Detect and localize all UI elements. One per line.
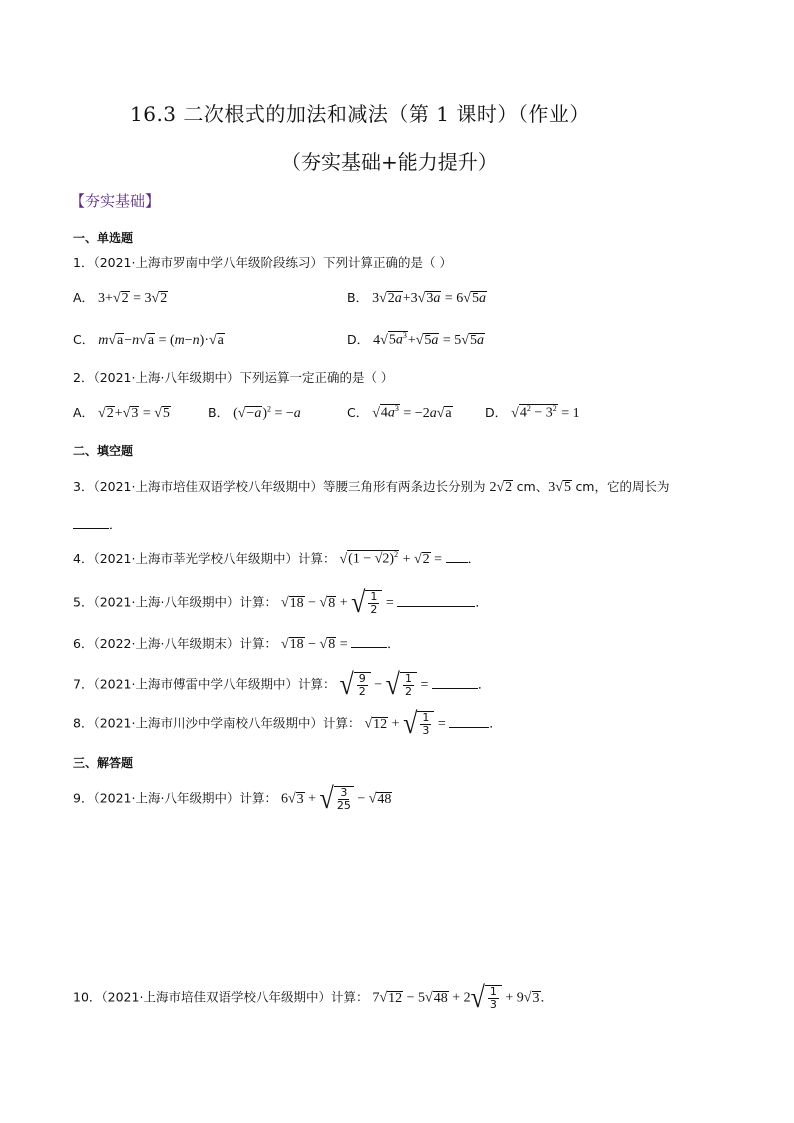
option-label: D． [485, 405, 508, 420]
question-4: 4．（2021·上海市莘光学校八年级期中）计算： $√(1 - √2)^2 + √2$ = ． [73, 550, 481, 567]
q1-option-b: B． 3√2a+3√3a = 6√5a [347, 290, 486, 306]
q4-answer-blank[interactable] [446, 562, 468, 563]
q2-option-a: A． √2+√3 = √5 [73, 405, 170, 421]
q8-text: 8．（2021·上海市川沙中学南校八年级期中）计算： [73, 715, 361, 731]
q7-text: 7．（2021·上海市傅雷中学八年级期中）计算： [73, 676, 336, 692]
q10-text: 10．（2021·上海市培佳双语学校八年级期中）计算： [73, 989, 369, 1005]
q3-tail: ，它的周长为 [594, 479, 670, 494]
unit: cm [516, 479, 536, 494]
option-label: D． [347, 332, 370, 347]
q2-option-c: C． $√4a^3 = -2a√a$ [347, 404, 452, 421]
heading-solve: 三、解答题 [73, 756, 134, 770]
q2-option-b: B． $(√-a)^2 = -a$ [208, 404, 301, 421]
q6-answer-blank[interactable] [351, 647, 387, 648]
heading-single-choice: 一、单选题 [73, 231, 134, 245]
question-10: 10．（2021·上海市培佳双语学校八年级期中）计算： 7√12 − 5√48 + 2 √ $\frac{1}{3}$ + 9√3． [73, 980, 554, 1015]
option-label: A． [73, 405, 95, 420]
question-9: 9．（2021·上海·八年级期中）计算： 6√3 + √ $\frac{3}{25}$ − √48 [73, 781, 392, 816]
option-label: C． [73, 332, 95, 347]
question-3: 3．（2021·上海市培佳双语学校八年级期中）等腰三角形有两条边长分别为 2√2 cm、3√5 cm，它的周长为 [73, 479, 670, 495]
heading-fill-blank: 二、填空题 [73, 444, 134, 458]
option-label: B． [347, 290, 369, 305]
option-label: C． [347, 405, 369, 420]
q1-option-d: D． $4√5a^3+√5a = 5√5a$ [347, 331, 484, 348]
q3-answer-blank[interactable]: ． [73, 515, 122, 533]
document-subtitle: （夯实基础+能力提升） [281, 150, 498, 174]
option-label: A． [73, 290, 95, 305]
unit: cm [575, 479, 595, 494]
question-6: 6．（2022·上海·八年级期末）计算： √18 − √8 = ． [73, 636, 400, 652]
q1-option-a: A． 3+√2 = 3√2 [73, 290, 168, 306]
comma: 、 [535, 479, 549, 494]
q9-text: 9．（2021·上海·八年级期中）计算： [73, 790, 277, 806]
q3-text: 3．（2021·上海市培佳双语学校八年级期中）等腰三角形有两条边长分别为 [73, 479, 486, 494]
document-title: 16.3 二次根式的加法和减法（第 1 课时）（作业） [130, 102, 590, 126]
q1-option-c: C． m√a−n√a = (m−n)·√a [73, 332, 224, 348]
option-label: B． [208, 405, 230, 420]
question-7: 7．（2021·上海市傅雷中学八年级期中）计算： √ $\frac{9}{2}$ − √ $\frac{1}{2}$ = ． [73, 667, 491, 702]
q5-text: 5．（2021·上海·八年级期中）计算： [73, 594, 277, 610]
section-basic: 【夯实基础】 [70, 192, 161, 210]
q6-text: 6．（2022·上海·八年级期末）计算： [73, 636, 277, 651]
question-2: 2．（2021·上海·八年级期中）下列运算一定正确的是（ ） [73, 370, 394, 385]
question-5: 5．（2021·上海·八年级期中）计算： √18 − √8 + √ $\frac{1}{2}$ = ． [73, 585, 488, 620]
q2-option-d: D． $√4^2 - 3^2 = 1$ [485, 404, 580, 421]
q5-answer-blank[interactable] [397, 606, 475, 607]
q7-answer-blank[interactable] [432, 688, 478, 689]
q4-text: 4．（2021·上海市莘光学校八年级期中）计算： [73, 551, 336, 566]
question-1: 1．（2021·上海市罗南中学八年级阶段练习）下列计算正确的是（ ） [73, 255, 452, 270]
question-8: 8．（2021·上海市川沙中学南校八年级期中）计算： √12 + √ $\frac{1}{3}$ = ． [73, 706, 502, 741]
q8-answer-blank[interactable] [449, 727, 489, 728]
